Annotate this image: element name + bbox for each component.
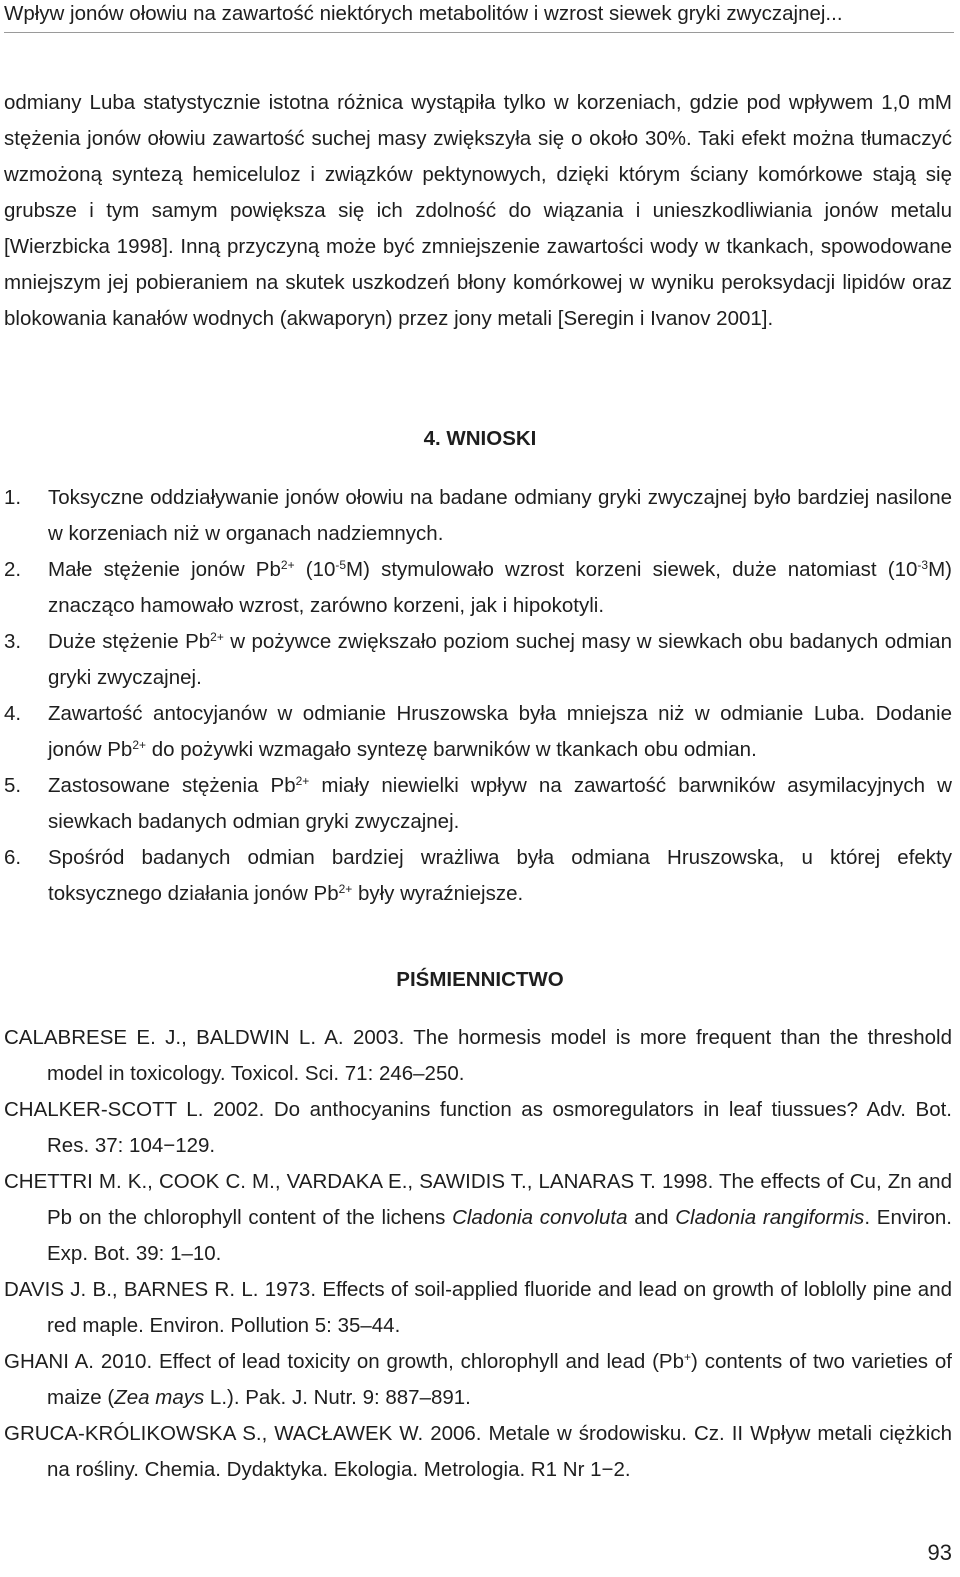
superscript: + [684,1350,692,1364]
text-run: w pożywce zwiększało poziom suchej masy w siewkach obu badanych odmian gryki zwyczajnej. [48,630,952,689]
conclusion-item [4,768,952,840]
superscript: 2+ [338,882,353,896]
text-run: GRUCA-KRÓLIKOWSKA S., WACŁAWEK W. 2006. Metale w środowisku. Cz. II Wpływ metali ciężkich na rośliny. Chemia. Dydaktyka. Ekologia. Metrologia. R1 Nr 1−2. [4,1422,952,1481]
text-run: CHALKER-SCOTT L. 2002. Do anthocyanins function as osmoregulators in leaf tiussues? Adv. Bot. Res. 37: 104−129. [4,1098,952,1157]
text-run: (10 [294,558,336,581]
text-run: Zawartość antocyjanów w odmianie Hruszowska była mniejsza niż w odmianie Luba. Dodanie jonów Pb [48,702,952,761]
text-run: L.). Pak. J. Nutr. 9: 887–891. [204,1386,471,1409]
conclusions-list [4,480,952,912]
text-run: DAVIS J. B., BARNES R. L. 1973. Effects of soil-applied fluoride and lead on growth of loblolly pine and red maple. Environ. Pollution 5: 35–44. [4,1278,952,1337]
superscript: 2+ [295,774,310,788]
conclusion-number: 3. [4,630,22,653]
reference-item [4,1344,952,1416]
superscript: 2+ [210,630,224,644]
page-number: 93 [927,1540,952,1565]
conclusion-item [4,696,952,768]
conclusion-item [4,624,952,696]
text-run: miały niewielki wpływ na zawartość barwników asymilacyjnych w siewkach badanych odmian gryki zwyczajnej. [48,774,952,833]
text-run: M) stymulowało wzrost korzeni siewek, duże natomiast (10 [346,558,918,581]
conclusion-number: 2. [4,558,22,581]
text-run: GHANI A. 2010. Effect of lead toxicity on growth, chlorophyll and lead (Pb [4,1350,685,1373]
text-run: CALABRESE E. J., BALDWIN L. A. 2003. The hormesis model is more frequent than the threshold model in toxicology. Toxicol. Sci. 71: 246–250. [4,1026,952,1085]
text-run: Duże stężenie Pb [48,630,211,653]
text-run: Toksyczne oddziaływanie jonów ołowiu na badane odmiany gryki zwyczajnej było bardziej nasilone w korzeniach niż w organach nadziemnych. [48,486,952,545]
text-run: były wyraźniejsze. [352,882,524,905]
references-list [4,1020,952,1488]
text-run: ) contents of two varieties of maize ( [47,1350,952,1409]
italic-taxon: Cladonia rangiformis [675,1206,865,1229]
conclusion-number: 6. [4,846,22,869]
header-divider [4,32,954,33]
reference-item [4,1092,952,1164]
text-run: and [627,1206,676,1229]
text-run: CHETTRI M. K., COOK C. M., VARDAKA E., SAWIDIS T., LANARAS T. 1998. The effects of Cu, Zn and Pb on the chlorophyll content of the lichens [4,1170,952,1229]
conclusion-number: 1. [4,486,22,509]
superscript: -5 [335,558,347,572]
reference-item [4,1164,952,1272]
conclusions-heading: 4. WNIOSKI [423,427,537,450]
text-run: M) znacząco hamowało wzrost, zarówno korzeni, jak i hipokotyli. [48,558,952,617]
superscript: 2+ [280,558,295,572]
conclusion-item [4,552,952,624]
references-heading: PIŚMIENNICTWO [396,968,564,991]
text-run: . Environ. Exp. Bot. 39: 1–10. [47,1206,952,1265]
body-paragraph: odmiany Luba statystycznie istotna różnica wystąpiła tylko w korzeniach, gdzie pod wpływem 1,0 mM stężenia jonów ołowiu zawartość suchej masy zwiększyła się o około 30%. Taki efekt można tłumaczyć wzmożoną syntezą hemiceluloz i związków pektynowych, dzięki którym ściany komórkowe stają się grubsze i tym samym powiększa się ich zdolność do wiązania i unieszkodliwiania jonów metalu [Wierzbicka 1998]. Inną przyczyną może być zmniejszenie zawartości wody w tkankach, spowodowane mniejszym jej pobieraniem na skutek uszkodzeń błony komórkowej w wyniku peroksydacji lipidów oraz blokowania kanałów wodnych (akwaporyn) przez jony metali [Seregin i Ivanov 2001]. [4,91,952,330]
text-run: do pożywki wzmagało syntezę barwników w tkankach obu odmian. [146,738,757,761]
conclusion-item [4,840,952,912]
text-run: Małe stężenie jonów Pb [48,558,281,581]
reference-item [4,1272,952,1344]
conclusion-item [4,480,952,552]
reference-item [4,1416,952,1488]
superscript: -3 [917,558,929,572]
reference-item [4,1020,952,1092]
italic-taxon: Zea mays [114,1386,205,1409]
text-run: Zastosowane stężenia Pb [48,774,296,797]
conclusion-number: 4. [4,702,22,725]
superscript: 2+ [132,738,147,752]
running-title: Wpływ jonów ołowiu na zawartość niektórych metabolitów i wzrost siewek gryki zwyczajnej... [4,2,843,25]
italic-taxon: Cladonia convoluta [452,1206,628,1229]
text-run: Spośród badanych odmian bardziej wrażliwa była odmiana Hruszowska, u której efekty toksycznego działania jonów Pb [48,846,952,905]
conclusion-number: 5. [4,774,22,797]
